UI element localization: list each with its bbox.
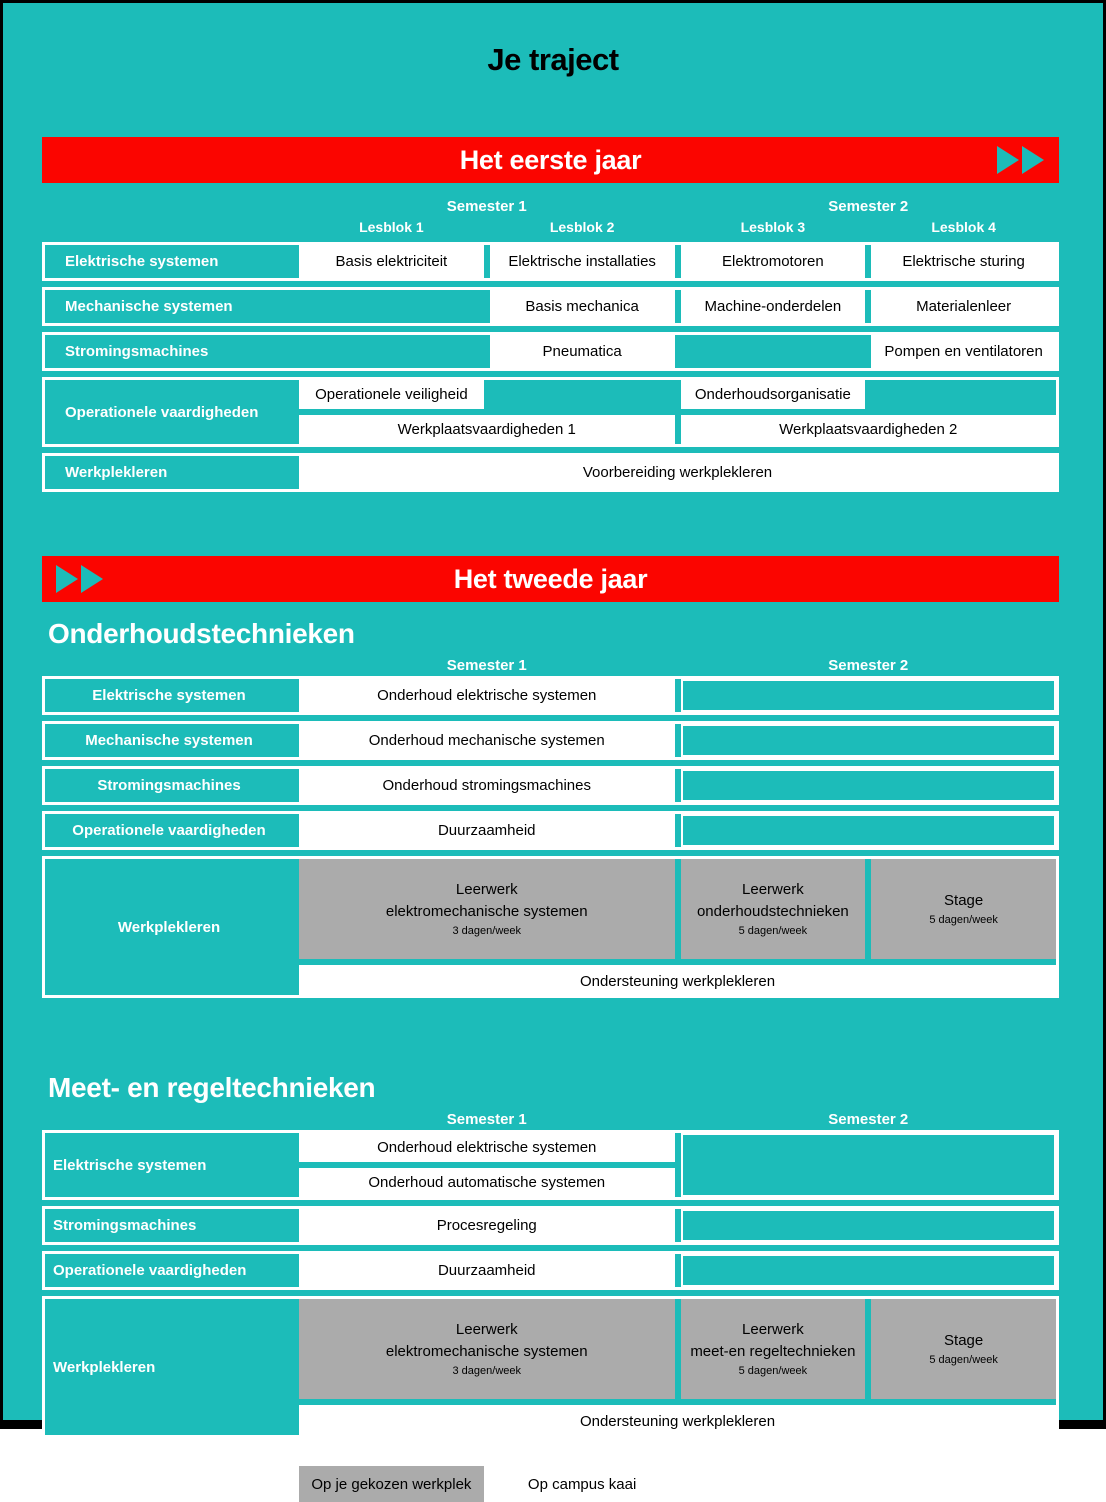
block-days: 5 dagen/week	[738, 1365, 808, 1377]
onderhoud-semester-header	[42, 654, 1059, 676]
legend-workplace: Op je gekozen werkplek	[299, 1466, 484, 1502]
legend-campus: Op campus kaai	[490, 1466, 675, 1502]
block-days: 5 dagen/week	[738, 925, 808, 937]
onderhoud-row-mechanische-systemen	[42, 721, 1059, 760]
row-label: Mechanische systemen	[65, 298, 233, 315]
course-cell: Onderhoud mechanische systemen	[299, 724, 675, 757]
row-label: Mechanische systemen	[85, 732, 253, 749]
row-label: Stromingsmachines	[97, 777, 241, 794]
onderhoud-row-operationele-vaardigheden	[42, 811, 1059, 850]
fast-forward-icon	[995, 145, 1047, 175]
section-heading-meet-en-regeltechnieken: Meet- en regeltechnieken	[48, 1072, 376, 1103]
course-cell: Basis mechanica	[490, 290, 675, 323]
empty-cell	[490, 380, 675, 409]
course-cell: Elektromotoren	[681, 245, 866, 278]
workplace-block	[299, 859, 675, 959]
course-cell: Pneumatica	[490, 335, 675, 368]
empty-semester2-cell	[681, 814, 1057, 847]
row-label: Elektrische systemen	[53, 1156, 207, 1174]
empty-semester2-cell	[681, 724, 1057, 757]
row-label: Stromingsmachines	[65, 343, 209, 360]
course-cell: Pompen en ventilatoren	[871, 335, 1056, 368]
row-label: Werkplekleren	[117, 918, 221, 936]
empty-semester2-cell	[681, 1254, 1057, 1287]
empty-semester2-cell	[681, 679, 1057, 712]
year1-semester-header	[42, 195, 1059, 217]
course-cell: Procesregeling	[299, 1209, 675, 1242]
row-label: Operationele vaardigheden	[65, 403, 259, 421]
support-cell: Ondersteuning werkplekleren	[299, 965, 1056, 998]
year1-row-elektrische-systemen	[42, 242, 1059, 281]
block-title: Leerwerk	[742, 1321, 804, 1338]
empty-semester2-cell	[681, 1133, 1057, 1197]
meetregel-row-werkplekleren	[42, 1296, 1059, 1438]
year1-row-stromingsmachines	[42, 332, 1059, 371]
lesblok-3-label: Lesblok 3	[740, 219, 806, 235]
empty-cell	[871, 380, 1056, 409]
page-title: Je traject	[487, 42, 619, 77]
semester2-label: Semester 2	[828, 1110, 909, 1128]
workplace-block	[299, 1299, 675, 1399]
course-cell: Werkplaatsvaardigheden 2	[681, 415, 1057, 444]
course-cell: Elektrische installaties	[490, 245, 675, 278]
block-subtitle: meet-en regeltechnieken	[690, 1343, 856, 1360]
empty-semester2-cell	[681, 769, 1057, 802]
year1-lesblok-header	[42, 217, 1059, 237]
semester2-label: Semester 2	[828, 656, 909, 674]
semester1-label: Semester 1	[446, 1110, 527, 1128]
meetregel-row-operationele-vaardigheden	[42, 1251, 1059, 1290]
row-label: Elektrische systemen	[65, 253, 219, 270]
row-label: Operationele vaardigheden	[72, 822, 266, 839]
year1-banner	[42, 137, 1059, 183]
course-cell: Operationele veiligheid	[299, 380, 484, 409]
workplace-block	[871, 1299, 1056, 1399]
workplace-block	[681, 1299, 866, 1399]
course-cell: Werkplaatsvaardigheden 1	[299, 415, 675, 444]
course-cell: Onderhoud automatische systemen	[299, 1168, 675, 1197]
course-cell: Voorbereiding werkplekleren	[299, 456, 1056, 489]
course-cell: Materialenleer	[871, 290, 1056, 323]
row-label: Werkplekleren	[65, 464, 168, 481]
block-title: Stage	[944, 1332, 984, 1349]
lesblok-1-label: Lesblok 1	[359, 219, 424, 235]
block-days: 5 dagen/week	[929, 1354, 998, 1366]
course-cell: Onderhoud elektrische systemen	[299, 1133, 675, 1162]
support-cell: Ondersteuning werkplekleren	[299, 1405, 1056, 1438]
block-title: Leerwerk	[455, 881, 518, 898]
onderhoud-row-elektrische-systemen	[42, 676, 1059, 715]
year1-semester2-label: Semester 2	[828, 197, 909, 215]
year1-row-werkplekleren	[42, 453, 1059, 492]
onderhoud-row-stromingsmachines	[42, 766, 1059, 805]
row-label: Werkplekleren	[53, 1358, 156, 1376]
year2-banner	[42, 556, 1059, 602]
block-days: 3 dagen/week	[452, 925, 521, 937]
workplace-block	[681, 859, 866, 959]
course-cell: Elektrische sturing	[871, 245, 1056, 278]
year1-row-mechanische-systemen	[42, 287, 1059, 326]
year1-row-operationele-vaardigheden	[42, 377, 1059, 447]
block-title: Stage	[944, 892, 984, 909]
year1-banner-title: Het eerste jaar	[459, 144, 642, 175]
section-heading-onderhoudstechnieken: Onderhoudstechnieken	[48, 618, 355, 649]
block-title: Leerwerk	[742, 881, 804, 898]
course-cell: Duurzaamheid	[299, 814, 675, 847]
course-cell: Duurzaamheid	[299, 1254, 675, 1287]
meetregel-row-stromingsmachines	[42, 1206, 1059, 1245]
course-cell: Onderhoudsorganisatie	[681, 380, 866, 409]
lesblok-2-label: Lesblok 2	[549, 219, 615, 235]
legend	[42, 1466, 1059, 1502]
row-label: Operationele vaardigheden	[53, 1262, 247, 1279]
block-subtitle: elektromechanische systemen	[385, 903, 588, 920]
block-days: 5 dagen/week	[929, 914, 998, 926]
meetregel-semester-header	[42, 1108, 1059, 1130]
year1-semester1-label: Semester 1	[446, 197, 527, 215]
workplace-block	[871, 859, 1056, 959]
block-subtitle: elektromechanische systemen	[385, 1343, 588, 1360]
semester1-label: Semester 1	[446, 656, 527, 674]
block-subtitle: onderhoudstechnieken	[696, 903, 849, 920]
empty-semester2-cell	[681, 1209, 1057, 1242]
course-cell: Onderhoud elektrische systemen	[299, 679, 675, 712]
empty-cell	[681, 335, 866, 368]
course-cell: Onderhoud stromingsmachines	[299, 769, 675, 802]
year2-banner-title: Het tweede jaar	[453, 563, 648, 594]
lesblok-4-label: Lesblok 4	[931, 219, 996, 235]
course-cell: Machine-onderdelen	[681, 290, 866, 323]
course-cell: Basis elektriciteit	[299, 245, 484, 278]
fast-forward-icon	[54, 564, 106, 594]
block-title: Leerwerk	[455, 1321, 518, 1338]
onderhoud-row-werkplekleren	[42, 856, 1059, 998]
row-label: Elektrische systemen	[92, 687, 246, 704]
row-label: Stromingsmachines	[53, 1217, 197, 1234]
block-days: 3 dagen/week	[452, 1365, 521, 1377]
meetregel-row-elektrische-systemen	[42, 1130, 1059, 1200]
